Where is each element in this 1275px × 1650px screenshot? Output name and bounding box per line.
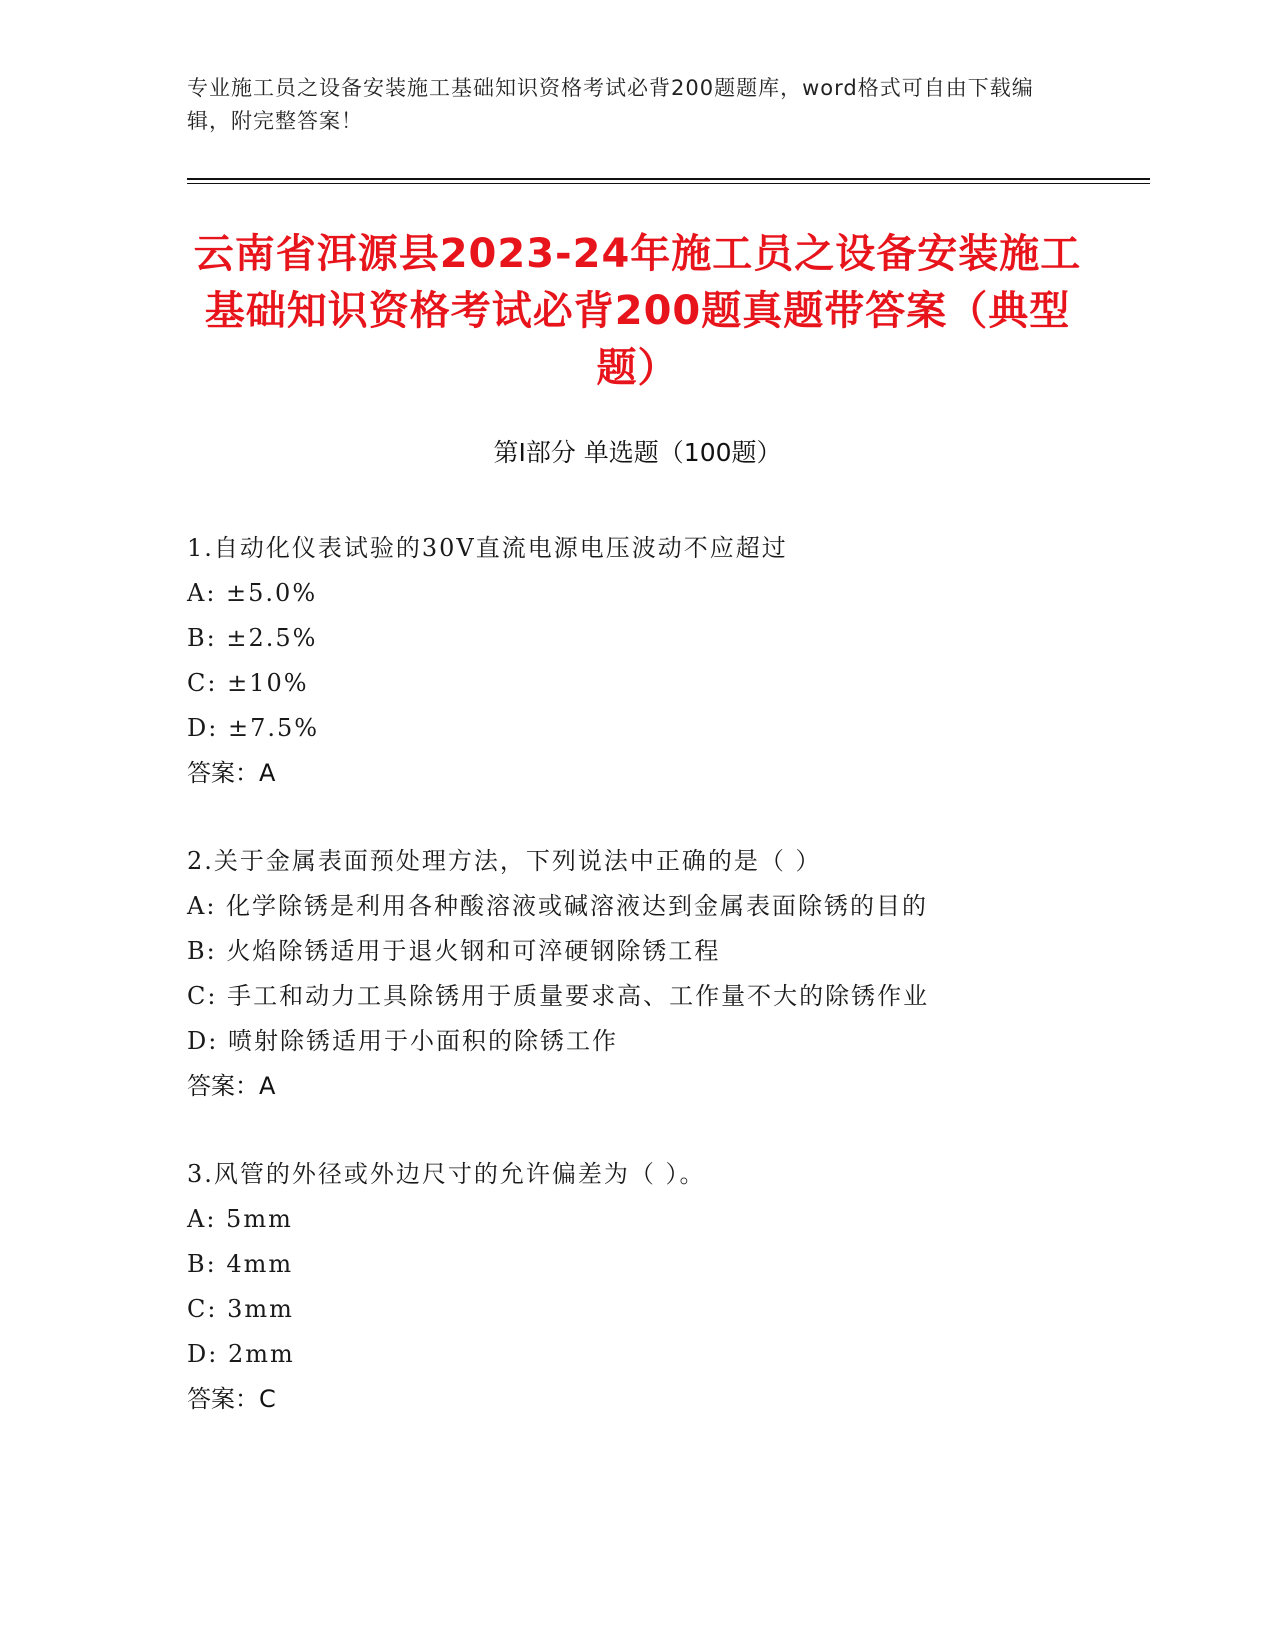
option-b: B: ±2.5%	[187, 624, 318, 652]
option-a: A: ±5.0%	[187, 579, 318, 607]
answer-text: 答案：A	[187, 759, 276, 787]
option-a: A: 化学除锈是利用各种酸溶液或碱溶液达到金属表面除锈的目的	[187, 892, 929, 920]
document-title: 云南省洱源县2023-24年施工员之设备安装施工基础知识资格考试必背200题真题带答案（典型题）	[193, 231, 1082, 391]
question-3	[187, 1152, 1087, 1422]
header-divider-thin	[187, 183, 1150, 184]
question-stem: 3.风管的外径或外边尺寸的允许偏差为（ ）。	[187, 1160, 706, 1188]
question-stem: 2.关于金属表面预处理方法，下列说法中正确的是（ ）	[187, 847, 822, 875]
question-list	[187, 526, 1087, 1465]
header-divider	[187, 178, 1150, 180]
answer-text: 答案：C	[187, 1385, 276, 1413]
answer-text: 答案：A	[187, 1072, 276, 1100]
option-c: C: 手工和动力工具除锈用于质量要求高、工作量不大的除锈作业	[187, 982, 930, 1010]
option-d: D: 喷射除锈适用于小面积的除锈工作	[187, 1027, 618, 1055]
option-a: A: 5mm	[187, 1205, 293, 1233]
question-stem: 1.自动化仪表试验的30V直流电源电压波动不应超过	[187, 534, 788, 562]
question-1	[187, 526, 1087, 796]
section-heading: 第Ⅰ部分 单选题（100题）	[493, 438, 782, 467]
header-note: 专业施工员之设备安装施工基础知识资格考试必背200题题库，word格式可自由下载编辑，附完整答案！	[187, 76, 1034, 133]
option-d: D: 2mm	[187, 1340, 295, 1368]
option-d: D: ±7.5%	[187, 714, 320, 742]
option-b: B: 火焰除锈适用于退火钢和可淬硬钢除锈工程	[187, 937, 721, 965]
option-b: B: 4mm	[187, 1250, 294, 1278]
option-c: C: 3mm	[187, 1295, 294, 1323]
option-c: C: ±10%	[187, 669, 309, 697]
question-2	[187, 839, 1087, 1109]
